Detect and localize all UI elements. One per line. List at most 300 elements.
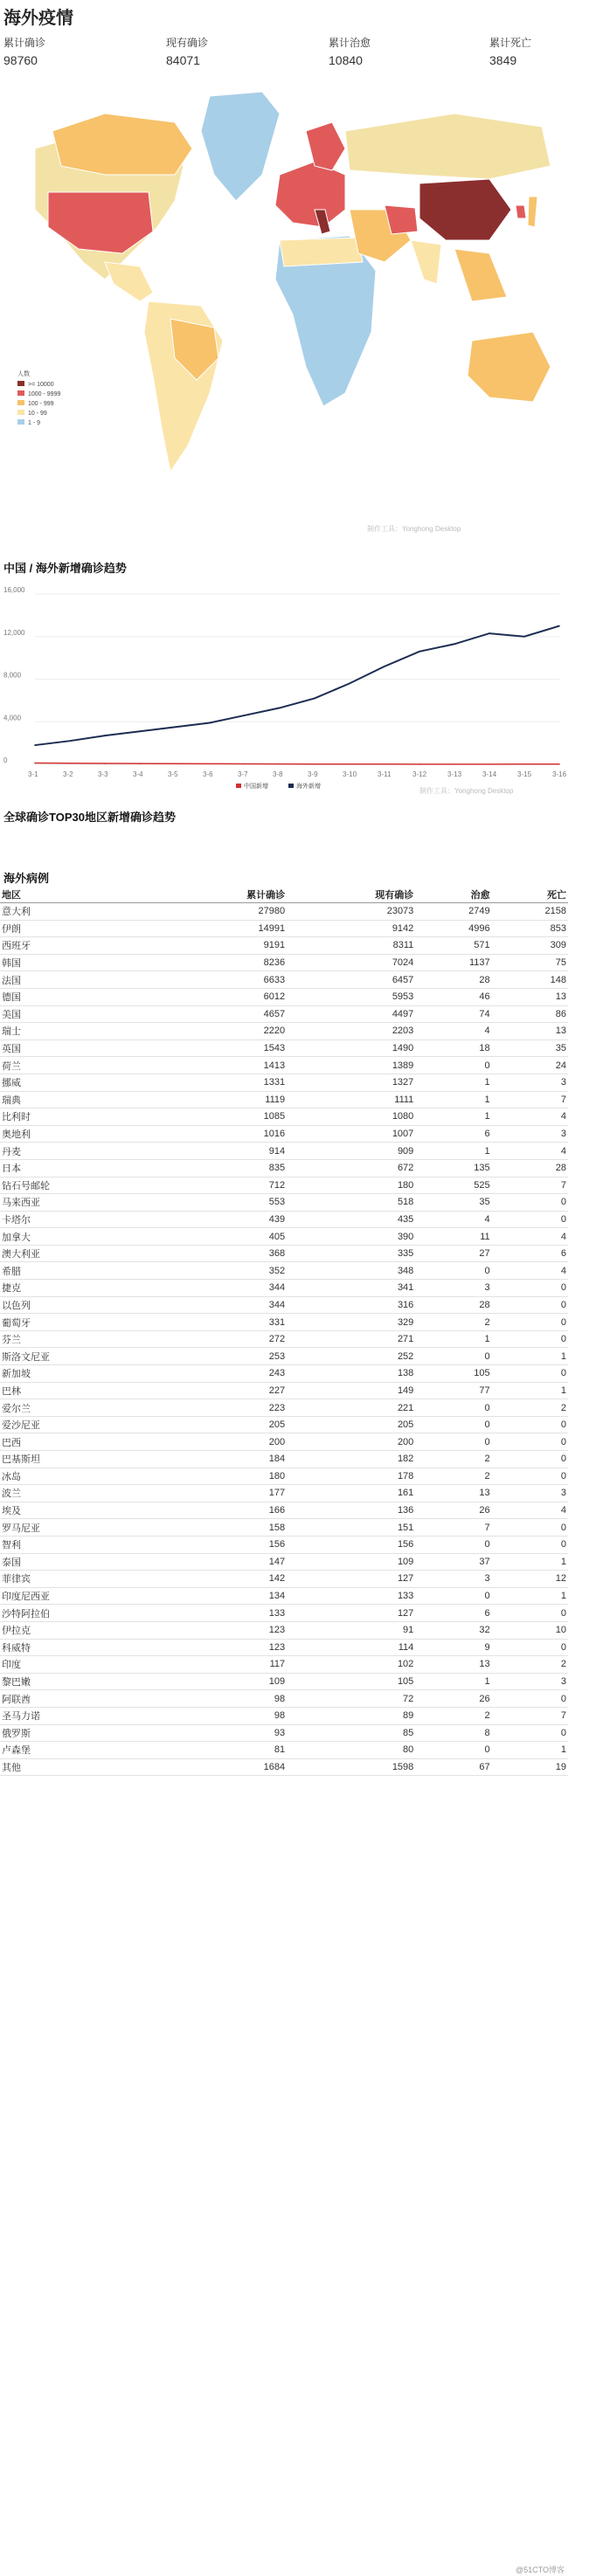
x-tick-label: 3-5 — [168, 770, 178, 778]
map-region-china — [419, 179, 511, 240]
cell-recovered: 2 — [415, 1707, 491, 1724]
table-row[interactable] — [0, 1433, 568, 1451]
cell-recovered: 1 — [415, 1673, 491, 1690]
top30-title: 全球确诊TOP30地区新增确诊趋势 — [3, 811, 176, 824]
cell-current: 316 — [287, 1296, 415, 1314]
cell-deaths: 12 — [492, 1571, 568, 1588]
cell-deaths: 0 — [492, 1194, 568, 1212]
cell-recovered: 2749 — [415, 903, 491, 921]
cell-region: 波兰 — [0, 1485, 158, 1502]
cell-total: 272 — [158, 1330, 287, 1348]
cell-region: 印度尼西亚 — [0, 1587, 158, 1605]
cell-current: 136 — [287, 1502, 415, 1519]
cell-deaths: 4 — [492, 1143, 568, 1160]
cell-deaths: 0 — [492, 1536, 568, 1553]
table-title: 海外病例 — [3, 872, 50, 885]
cell-recovered: 4 — [415, 1023, 491, 1040]
cell-region: 阿联酋 — [0, 1690, 158, 1708]
legend-swatch — [288, 784, 294, 788]
table-row[interactable] — [0, 1382, 568, 1399]
cell-deaths: 1 — [492, 1348, 568, 1365]
cell-recovered: 2 — [415, 1314, 491, 1331]
cell-region: 荷兰 — [0, 1057, 158, 1074]
table-row[interactable] — [0, 1039, 568, 1057]
cell-current: 85 — [287, 1724, 415, 1742]
cell-current: 1111 — [287, 1091, 415, 1108]
map-credit: 制作工具：Yonghong Desktop — [367, 525, 461, 533]
cell-total: 123 — [158, 1621, 287, 1639]
x-tick-label: 3-11 — [378, 770, 392, 778]
cell-recovered: 0 — [415, 1262, 491, 1280]
map-region-korea — [516, 205, 526, 218]
x-tick-label: 3-2 — [63, 770, 73, 778]
cell-recovered: 18 — [415, 1039, 491, 1057]
col-deaths[interactable]: 死亡 — [492, 887, 568, 903]
cell-recovered: 1 — [415, 1074, 491, 1091]
stat-label: 累计治愈 — [329, 37, 371, 49]
cell-region: 加拿大 — [0, 1228, 158, 1246]
cell-current: 133 — [287, 1587, 415, 1605]
cell-total: 98 — [158, 1707, 287, 1724]
cell-current: 2203 — [287, 1023, 415, 1040]
cell-region: 以色列 — [0, 1296, 158, 1314]
cell-region: 伊朗 — [0, 920, 158, 937]
cell-region: 圣马力诺 — [0, 1707, 158, 1724]
table-row[interactable] — [0, 1057, 568, 1074]
data-point — [279, 708, 281, 709]
table-row[interactable] — [0, 1502, 568, 1519]
table-row[interactable] — [0, 937, 568, 955]
svg-text:>= 10000: >= 10000 — [28, 382, 54, 388]
data-point — [558, 763, 560, 765]
cell-current: 151 — [287, 1519, 415, 1537]
cell-region: 沙特阿拉伯 — [0, 1605, 158, 1622]
x-tick-label: 3-13 — [447, 770, 462, 778]
col-current[interactable]: 现有确诊 — [287, 887, 415, 903]
cell-deaths: 0 — [492, 1211, 568, 1228]
cell-current: 335 — [287, 1245, 415, 1262]
y-tick-label: 0 — [3, 756, 8, 764]
table-row[interactable] — [0, 1194, 568, 1212]
cell-region: 韩国 — [0, 954, 158, 971]
cell-current: 435 — [287, 1211, 415, 1228]
cell-recovered: 0 — [415, 1348, 491, 1365]
cell-deaths: 6 — [492, 1245, 568, 1262]
world-map[interactable] — [0, 79, 568, 533]
cell-recovered: 0 — [415, 1742, 491, 1759]
cell-recovered: 1 — [415, 1091, 491, 1108]
data-point — [69, 763, 71, 764]
cell-region: 新加坡 — [0, 1365, 158, 1383]
data-point — [69, 740, 71, 742]
cell-deaths: 0 — [492, 1280, 568, 1297]
cell-deaths: 1 — [492, 1553, 568, 1571]
cell-current: 1327 — [287, 1074, 415, 1091]
stat-total-deaths — [489, 35, 603, 67]
data-point — [174, 763, 176, 764]
cell-region: 英国 — [0, 1039, 158, 1057]
cell-region: 爱沙尼亚 — [0, 1416, 158, 1433]
table-row[interactable] — [0, 1536, 568, 1553]
cell-region: 爱尔兰 — [0, 1399, 158, 1417]
cell-region: 德国 — [0, 988, 158, 1005]
cell-recovered: 26 — [415, 1502, 491, 1519]
map-legend-title: 人数 — [17, 371, 30, 377]
cell-region: 马来西亚 — [0, 1194, 158, 1212]
svg-text:100 - 999: 100 - 999 — [28, 401, 54, 407]
cell-deaths: 0 — [492, 1451, 568, 1468]
x-tick-label: 3-14 — [482, 770, 497, 778]
map-region-north-africa — [280, 238, 363, 266]
cell-region: 罗马尼亚 — [0, 1519, 158, 1537]
cell-region: 捷克 — [0, 1280, 158, 1297]
cell-total: 243 — [158, 1365, 287, 1383]
table-row[interactable] — [0, 1621, 568, 1639]
cell-recovered: 2 — [415, 1451, 491, 1468]
summary-stats — [0, 35, 568, 77]
cell-total: 81 — [158, 1742, 287, 1759]
table-row[interactable] — [0, 1074, 568, 1091]
cell-total: 352 — [158, 1262, 287, 1280]
cell-current: 156 — [287, 1536, 415, 1553]
table-row[interactable] — [0, 1673, 568, 1690]
data-point — [384, 763, 385, 765]
map-region-australia — [468, 332, 551, 402]
cell-recovered: 1 — [415, 1330, 491, 1348]
cell-total: 166 — [158, 1502, 287, 1519]
data-point — [523, 636, 525, 638]
table-row[interactable] — [0, 1365, 568, 1383]
cases-table — [0, 887, 568, 1776]
cell-recovered: 105 — [415, 1365, 491, 1383]
cell-recovered: 32 — [415, 1621, 491, 1639]
cell-region: 巴基斯坦 — [0, 1451, 158, 1468]
cell-recovered: 0 — [415, 1399, 491, 1417]
table-row[interactable] — [0, 1587, 568, 1605]
table-row[interactable] — [0, 1690, 568, 1708]
cell-recovered: 74 — [415, 1005, 491, 1023]
table-row[interactable] — [0, 1348, 568, 1365]
cell-region: 西班牙 — [0, 937, 158, 955]
cell-deaths: 0 — [492, 1519, 568, 1537]
cell-region: 葡萄牙 — [0, 1314, 158, 1331]
cell-region: 印度 — [0, 1656, 158, 1674]
table-row[interactable] — [0, 903, 568, 921]
trend-chart — [0, 577, 568, 790]
cell-region: 澳大利亚 — [0, 1245, 158, 1262]
cell-recovered: 0 — [415, 1536, 491, 1553]
cell-total: 8236 — [158, 954, 287, 971]
table-row[interactable] — [0, 1108, 568, 1126]
cell-total: 1085 — [158, 1108, 287, 1126]
cell-region: 俄罗斯 — [0, 1724, 158, 1742]
map-region-india — [411, 240, 441, 284]
cell-total: 1331 — [158, 1074, 287, 1091]
cell-total: 344 — [158, 1296, 287, 1314]
cell-deaths: 1 — [492, 1742, 568, 1759]
x-tick-label: 3-7 — [238, 770, 248, 778]
cell-recovered: 525 — [415, 1177, 491, 1194]
cell-current: 9142 — [287, 920, 415, 937]
cell-region: 比利时 — [0, 1108, 158, 1126]
x-tick-label: 3-1 — [28, 770, 38, 778]
cell-region: 瑞典 — [0, 1091, 158, 1108]
stat-value: 84071 — [166, 53, 200, 67]
cell-total: 6633 — [158, 971, 287, 989]
table-row[interactable] — [0, 1005, 568, 1023]
table-row[interactable] — [0, 1023, 568, 1040]
series-line-1 — [35, 763, 559, 764]
cell-current: 161 — [287, 1485, 415, 1502]
y-tick-label: 12,000 — [3, 628, 25, 637]
map-legend — [17, 369, 60, 426]
cell-region: 其他 — [0, 1758, 158, 1776]
cell-deaths: 853 — [492, 920, 568, 937]
cell-deaths: 4 — [492, 1108, 568, 1126]
cell-region: 丹麦 — [0, 1143, 158, 1160]
table-row[interactable] — [0, 920, 568, 937]
legend-label: 海外新增 — [296, 784, 321, 790]
cell-total: 117 — [158, 1656, 287, 1674]
cell-recovered: 3 — [415, 1280, 491, 1297]
cell-region: 法国 — [0, 971, 158, 989]
cell-current: 149 — [287, 1382, 415, 1399]
table-row[interactable] — [0, 1091, 568, 1108]
cell-deaths: 86 — [492, 1005, 568, 1023]
cell-current: 1389 — [287, 1057, 415, 1074]
cell-current: 7024 — [287, 954, 415, 971]
cell-region: 挪威 — [0, 1074, 158, 1091]
svg-text:10 - 99: 10 - 99 — [28, 411, 47, 417]
cell-current: 221 — [287, 1399, 415, 1417]
cell-recovered: 26 — [415, 1690, 491, 1708]
data-point — [384, 666, 385, 667]
cell-region: 黎巴嫩 — [0, 1673, 158, 1690]
cell-region: 奥地利 — [0, 1125, 158, 1143]
cell-total: 180 — [158, 1468, 287, 1485]
cell-deaths: 0 — [492, 1690, 568, 1708]
cell-total: 253 — [158, 1348, 287, 1365]
cell-region: 菲律宾 — [0, 1571, 158, 1588]
table-row[interactable] — [0, 1177, 568, 1194]
stat-total-recovered — [329, 35, 442, 67]
cell-deaths: 0 — [492, 1416, 568, 1433]
cell-current: 518 — [287, 1194, 415, 1212]
table-row[interactable] — [0, 1485, 568, 1502]
cell-deaths: 10 — [492, 1621, 568, 1639]
stat-total-confirmed — [3, 35, 117, 67]
cell-recovered: 35 — [415, 1194, 491, 1212]
table-row[interactable] — [0, 1314, 568, 1331]
cell-recovered: 0 — [415, 1433, 491, 1451]
cell-total: 4657 — [158, 1005, 287, 1023]
cell-region: 埃及 — [0, 1502, 158, 1519]
x-tick-label: 3-15 — [517, 770, 532, 778]
x-tick-label: 3-8 — [273, 770, 283, 778]
cell-total: 1543 — [158, 1039, 287, 1057]
table-row[interactable] — [0, 1262, 568, 1280]
cell-region: 卡塔尔 — [0, 1211, 158, 1228]
cell-region: 巴西 — [0, 1433, 158, 1451]
cell-region: 泰国 — [0, 1553, 158, 1571]
cell-region: 意大利 — [0, 903, 158, 921]
cell-current: 205 — [287, 1416, 415, 1433]
cell-total: 93 — [158, 1724, 287, 1742]
cell-recovered: 2 — [415, 1468, 491, 1485]
cell-deaths: 3 — [492, 1074, 568, 1091]
cell-region: 希腊 — [0, 1262, 158, 1280]
table-row[interactable] — [0, 1639, 568, 1656]
table-row[interactable] — [0, 1330, 568, 1348]
cell-total: 123 — [158, 1639, 287, 1656]
data-point — [419, 651, 420, 653]
table-row[interactable] — [0, 1468, 568, 1485]
cell-deaths: 7 — [492, 1091, 568, 1108]
cell-current: 329 — [287, 1314, 415, 1331]
y-tick-label: 16,000 — [3, 586, 25, 594]
stat-label: 累计确诊 — [3, 37, 46, 49]
cell-region: 科威特 — [0, 1639, 158, 1656]
cell-deaths: 13 — [492, 988, 568, 1005]
col-region[interactable]: 地区 — [0, 887, 158, 903]
table-row[interactable] — [0, 1724, 568, 1742]
data-point — [314, 698, 315, 700]
stat-value: 3849 — [489, 53, 517, 67]
watermark: @51CTO博客 — [516, 2566, 565, 2574]
x-tick-label: 3-16 — [552, 770, 567, 778]
table-row[interactable] — [0, 1159, 568, 1177]
cell-total: 142 — [158, 1571, 287, 1588]
cell-current: 6457 — [287, 971, 415, 989]
table-row[interactable] — [0, 1143, 568, 1160]
cell-recovered: 27 — [415, 1245, 491, 1262]
x-tick-label: 3-12 — [412, 770, 427, 778]
cell-current: 105 — [287, 1673, 415, 1690]
table-row[interactable] — [0, 1758, 568, 1776]
table-row[interactable] — [0, 988, 568, 1005]
map-region-canada — [52, 114, 192, 175]
table-row[interactable] — [0, 1211, 568, 1228]
data-point — [454, 643, 455, 645]
map-region-greenland — [201, 92, 280, 201]
cell-current: 182 — [287, 1451, 415, 1468]
cell-current: 8311 — [287, 937, 415, 955]
cell-current: 5953 — [287, 988, 415, 1005]
table-row[interactable] — [0, 1553, 568, 1571]
col-recovered[interactable]: 治愈 — [415, 887, 491, 903]
table-row[interactable] — [0, 1399, 568, 1417]
cell-total: 6012 — [158, 988, 287, 1005]
page-title: 海外疫情 — [3, 9, 73, 28]
data-point — [314, 763, 315, 765]
cell-deaths: 2 — [492, 1656, 568, 1674]
table-row[interactable] — [0, 1280, 568, 1297]
data-point — [139, 763, 141, 764]
cell-region: 卢森堡 — [0, 1742, 158, 1759]
cell-recovered: 1137 — [415, 954, 491, 971]
legend-label: 中国新增 — [244, 784, 268, 790]
cell-region: 芬兰 — [0, 1330, 158, 1348]
cell-recovered: 37 — [415, 1553, 491, 1571]
table-row[interactable] — [0, 1125, 568, 1143]
table-row[interactable] — [0, 1296, 568, 1314]
data-point — [489, 632, 490, 634]
cell-region: 斯洛文尼亚 — [0, 1348, 158, 1365]
cell-total: 147 — [158, 1553, 287, 1571]
cell-total: 1684 — [158, 1758, 287, 1776]
cell-deaths: 0 — [492, 1314, 568, 1331]
data-point — [244, 763, 246, 765]
cell-recovered: 7 — [415, 1519, 491, 1537]
table-row[interactable] — [0, 1571, 568, 1588]
cell-recovered: 28 — [415, 971, 491, 989]
cell-total: 109 — [158, 1673, 287, 1690]
cell-total: 1016 — [158, 1125, 287, 1143]
cell-total: 368 — [158, 1245, 287, 1262]
cell-current: 114 — [287, 1639, 415, 1656]
y-tick-label: 4,000 — [3, 714, 22, 722]
table-row[interactable] — [0, 1656, 568, 1674]
cell-deaths: 24 — [492, 1057, 568, 1074]
cell-total: 1119 — [158, 1091, 287, 1108]
cell-recovered: 1 — [415, 1108, 491, 1126]
cell-deaths: 0 — [492, 1605, 568, 1622]
cell-total: 331 — [158, 1314, 287, 1331]
data-point — [209, 763, 211, 765]
cell-region: 日本 — [0, 1159, 158, 1177]
cell-total: 223 — [158, 1399, 287, 1417]
cell-current: 178 — [287, 1468, 415, 1485]
map-region-se-asia — [454, 249, 507, 301]
table-row[interactable] — [0, 1605, 568, 1622]
cell-current: 89 — [287, 1707, 415, 1724]
table-row[interactable] — [0, 1519, 568, 1537]
cell-region: 钻石号邮轮 — [0, 1177, 158, 1194]
cell-total: 344 — [158, 1280, 287, 1297]
cell-recovered: 0 — [415, 1416, 491, 1433]
table-row[interactable] — [0, 954, 568, 971]
table-row[interactable] — [0, 1245, 568, 1262]
data-point — [558, 625, 560, 627]
cell-deaths: 28 — [492, 1159, 568, 1177]
cell-total: 177 — [158, 1485, 287, 1502]
cell-current: 252 — [287, 1348, 415, 1365]
table-row[interactable] — [0, 1228, 568, 1246]
series-line-0 — [35, 626, 559, 746]
cell-deaths: 0 — [492, 1724, 568, 1742]
table-row[interactable] — [0, 1416, 568, 1433]
cell-recovered: 571 — [415, 937, 491, 955]
cell-deaths: 148 — [492, 971, 568, 989]
data-point — [454, 763, 455, 765]
data-point — [489, 763, 490, 765]
col-total[interactable]: 累计确诊 — [158, 887, 287, 903]
cell-current: 1598 — [287, 1758, 415, 1776]
cell-current: 127 — [287, 1605, 415, 1622]
table-row[interactable] — [0, 1742, 568, 1759]
table-row[interactable] — [0, 1451, 568, 1468]
cell-current: 109 — [287, 1553, 415, 1571]
table-row[interactable] — [0, 971, 568, 989]
cell-current: 1007 — [287, 1125, 415, 1143]
cell-total: 205 — [158, 1416, 287, 1433]
cell-current: 390 — [287, 1228, 415, 1246]
cell-region: 美国 — [0, 1005, 158, 1023]
cell-deaths: 7 — [492, 1707, 568, 1724]
cell-recovered: 28 — [415, 1296, 491, 1314]
table-row[interactable] — [0, 1707, 568, 1724]
cell-recovered: 3 — [415, 1571, 491, 1588]
